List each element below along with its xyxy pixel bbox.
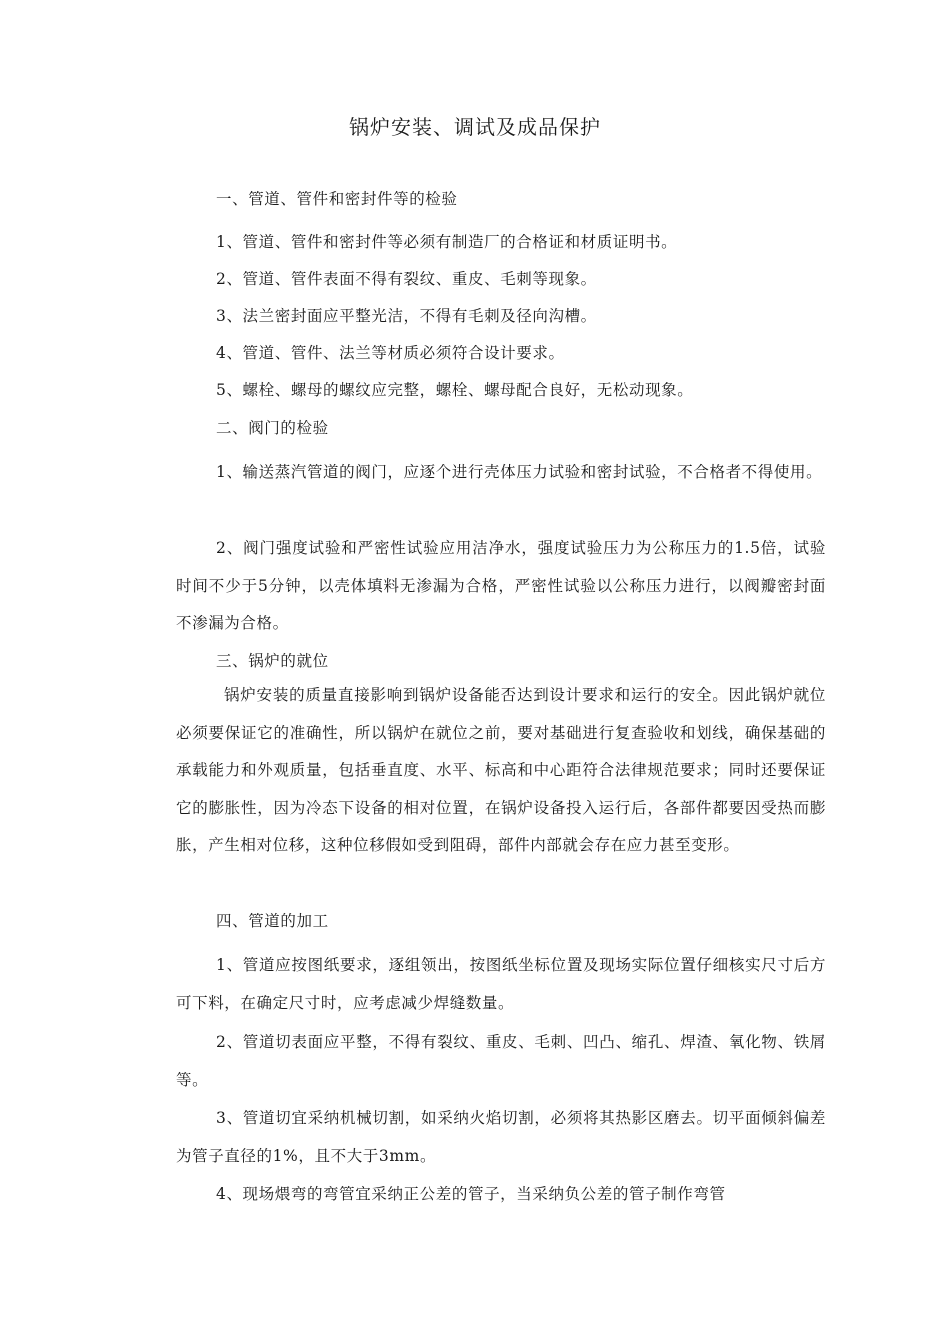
paragraph-1-5-block <box>176 377 826 403</box>
paragraph: 4、管道、管件、法兰等材质必须符合设计要求。 <box>216 344 565 362</box>
paragraph-2-2-block <box>176 530 826 643</box>
paragraph: 1、管道应按图纸要求，逐组领出，按图纸坐标位置及现场实际位置仔细核实尺寸后方可下料，在确定尺寸时，应考虑减少焊缝数量。 <box>176 956 826 1012</box>
paragraph: 3、法兰密封面应平整光洁，不得有毛刺及径向沟槽。 <box>216 307 597 325</box>
paragraph-1-1-block <box>176 229 826 255</box>
paragraph-3-1-block <box>176 677 826 865</box>
paragraph: 锅炉安装的质量直接影响到锅炉设备能否达到设计要求和运行的安全。因此锅炉就位必须要保证它的准确性，所以锅炉在就位之前，要对基础进行复查验收和划线，确保基础的承载能力和外观质量，包括垂直度、水平、标高和中心距符合法律规范要求；同时还要保证它的膨胀性，因为冷态下设备的相对位置，在锅炉设备投入运行后，各部件都要因受热而膨胀，产生相对位移，这种位移假如受到阻碍，部件内部就会存在应力甚至变形。 <box>176 686 826 854</box>
document-title: 锅炉安装、调试及成品保护 <box>349 115 601 139</box>
section-heading-4 <box>176 908 826 934</box>
paragraph: 2、管道切表面应平整，不得有裂纹、重皮、毛刺、凹凸、缩孔、焊渣、氧化物、铁屑等。 <box>176 1033 826 1089</box>
paragraph: 4、现场煨弯的弯管宜采纳正公差的管子，当采纳负公差的管子制作弯管 <box>216 1185 726 1203</box>
paragraph: 1、输送蒸汽管道的阀门，应逐个进行壳体压力试验和密封试验，不合格者不得使用。 <box>216 463 823 481</box>
section-heading: 三、锅炉的就位 <box>216 652 329 670</box>
paragraph: 2、管道、管件表面不得有裂纹、重皮、毛刺等现象。 <box>216 270 597 288</box>
paragraph-4-2-block <box>176 1024 826 1099</box>
paragraph: 1、管道、管件和密封件等必须有制造厂的合格证和材质证明书。 <box>216 233 678 251</box>
section-heading-1 <box>176 186 826 212</box>
paragraph-1-3-block <box>176 303 826 329</box>
paragraph-4-3-block <box>176 1100 826 1175</box>
section-heading-2 <box>176 415 826 441</box>
paragraph-1-2-block <box>176 266 826 292</box>
paragraph: 2、阀门强度试验和严密性试验应用洁净水，强度试验压力为公称压力的1.5倍，试验时间不少于5分钟，以壳体填料无渗漏为合格，严密性试验以公称压力进行，以阀瓣密封面不渗漏为合格。 <box>176 539 826 632</box>
paragraph-2-1-block <box>176 454 826 492</box>
paragraph: 3、管道切宜采纳机械切割，如采纳火焰切割，必须将其热影区磨去。切平面倾斜偏差为管子直径的1%，且不大于3mm。 <box>176 1109 826 1165</box>
paragraph-4-4-block <box>176 1176 826 1214</box>
section-heading: 一、管道、管件和密封件等的检验 <box>216 190 458 208</box>
section-heading: 四、管道的加工 <box>216 912 329 930</box>
paragraph-1-4-block <box>176 340 826 366</box>
paragraph-4-1-block <box>176 947 826 1022</box>
section-heading: 二、阀门的检验 <box>216 419 329 437</box>
paragraph: 5、螺栓、螺母的螺纹应完整，螺栓、螺母配合良好，无松动现象。 <box>216 381 694 399</box>
section-heading-3 <box>176 648 826 674</box>
